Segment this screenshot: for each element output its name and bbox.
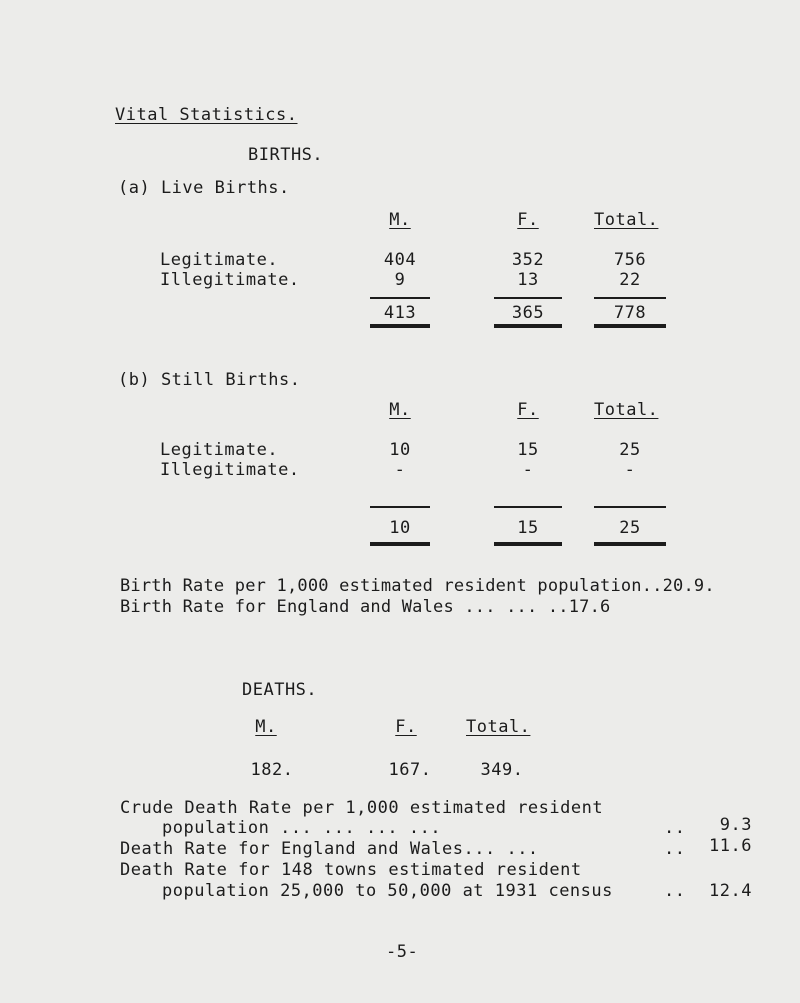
- still-births-label: (b) Still Births.: [118, 370, 301, 390]
- still-col-total: Total.: [594, 400, 659, 420]
- still-row-legit-label: Legitimate.: [160, 440, 279, 460]
- live-col-m: M.: [389, 210, 411, 230]
- still-row-illegit-total: -: [624, 460, 636, 480]
- still-row-illegit-f: -: [522, 460, 534, 480]
- still-total-m: 10: [389, 518, 411, 538]
- still-row-legit-m: 10: [389, 440, 411, 460]
- live-sum-rule-f: [494, 297, 562, 299]
- death-rate-england-dots: ..: [664, 839, 686, 859]
- births-heading: BIRTHS.: [248, 145, 324, 165]
- deaths-col-m: M.: [255, 717, 277, 737]
- death-rate-towns-line2: population 25,000 to 50,000 at 1931 census: [162, 881, 613, 901]
- live-row-illegit-f: 13: [517, 270, 539, 290]
- crude-death-rate-dots: ..: [664, 818, 686, 838]
- still-sum-rule-m: [370, 506, 430, 508]
- still-total-total: 25: [619, 518, 641, 538]
- deaths-total: 349.: [480, 760, 524, 780]
- page-title: Vital Statistics.: [115, 105, 298, 125]
- page-number: -5-: [386, 942, 419, 962]
- still-sum-rule-total: [594, 506, 666, 508]
- birth-rate-resident: Birth Rate per 1,000 estimated resident population..20.9.: [120, 576, 715, 596]
- live-row-legit-m: 404: [383, 250, 417, 270]
- crude-death-rate-value: 9.3: [719, 815, 752, 835]
- deaths-col-total: Total.: [466, 717, 531, 737]
- deaths-heading: DEATHS.: [242, 680, 318, 700]
- still-row-illegit-label: Illegitimate.: [160, 460, 300, 480]
- still-double-rule-f: [494, 542, 562, 546]
- live-row-illegit-total: 22: [619, 270, 641, 290]
- death-rate-towns-dots: ..: [664, 881, 686, 901]
- crude-death-rate-line2: population ... ... ... ...: [162, 818, 442, 838]
- live-total-total: 778: [613, 303, 647, 323]
- live-total-m: 413: [383, 303, 417, 323]
- still-col-m: M.: [389, 400, 411, 420]
- deaths-f: 167.: [388, 760, 432, 780]
- live-sum-rule-m: [370, 297, 430, 299]
- live-sum-rule-total: [594, 297, 666, 299]
- live-births-label: (a) Live Births.: [118, 178, 290, 198]
- live-double-rule-m: [370, 324, 430, 328]
- still-sum-rule-f: [494, 506, 562, 508]
- death-rate-england: Death Rate for England and Wales... ...: [120, 839, 539, 859]
- live-row-illegit-label: Illegitimate.: [160, 270, 300, 290]
- still-total-f: 15: [517, 518, 539, 538]
- live-double-rule-f: [494, 324, 562, 328]
- still-col-f: F.: [517, 400, 539, 420]
- still-row-illegit-m: -: [394, 460, 406, 480]
- live-row-legit-f: 352: [511, 250, 545, 270]
- live-row-legit-label: Legitimate.: [160, 250, 279, 270]
- live-col-f: F.: [517, 210, 539, 230]
- live-total-f: 365: [511, 303, 545, 323]
- live-row-illegit-m: 9: [394, 270, 406, 290]
- still-row-legit-total: 25: [619, 440, 641, 460]
- live-col-total: Total.: [594, 210, 659, 230]
- death-rate-england-value: 11.6: [709, 836, 752, 856]
- live-double-rule-total: [594, 324, 666, 328]
- live-row-legit-total: 756: [613, 250, 647, 270]
- birth-rate-england: Birth Rate for England and Wales ... ... ..17.6: [120, 597, 611, 617]
- still-double-rule-m: [370, 542, 430, 546]
- death-rate-towns-value: 12.4: [709, 881, 752, 901]
- death-rate-towns-line1: Death Rate for 148 towns estimated resident: [120, 860, 582, 880]
- still-double-rule-total: [594, 542, 666, 546]
- crude-death-rate-line1: Crude Death Rate per 1,000 estimated resident: [120, 798, 604, 818]
- deaths-m: 182.: [250, 760, 294, 780]
- deaths-col-f: F.: [395, 717, 417, 737]
- still-row-legit-f: 15: [517, 440, 539, 460]
